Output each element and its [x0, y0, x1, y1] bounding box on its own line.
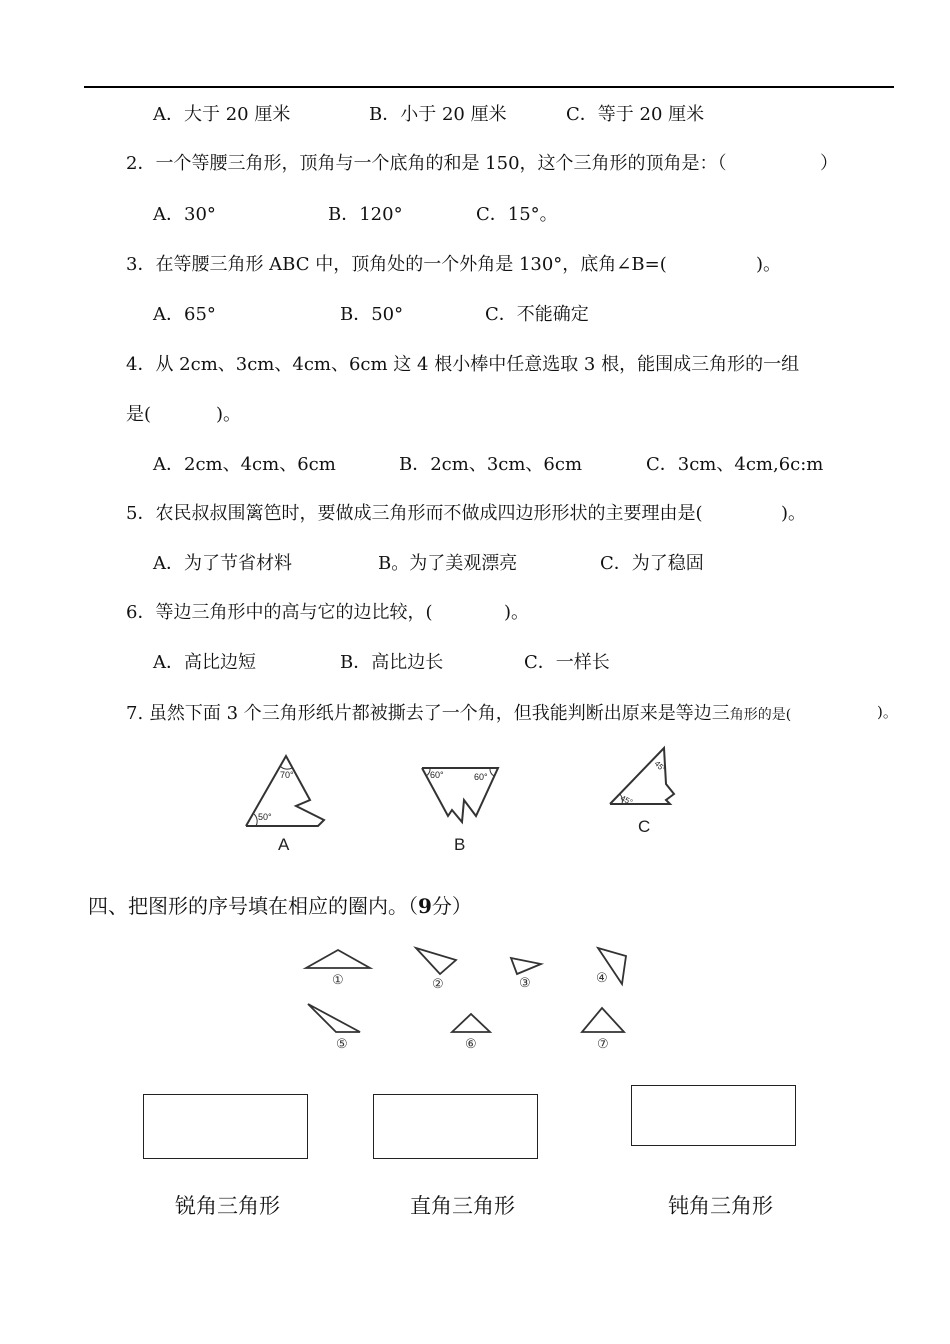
shape-7-triangle — [580, 1006, 630, 1052]
shape-5-label: ⑤ — [336, 1037, 348, 1052]
section-4-title-end: 分） — [431, 894, 472, 918]
shape-6-label: ⑥ — [465, 1037, 477, 1052]
q1-option-c: C．等于 20 厘米 — [566, 104, 705, 125]
q4-option-b: B．2cm、3cm、6cm — [399, 454, 583, 475]
q7-answer-close: )。 — [877, 703, 898, 721]
shape-2-label: ② — [432, 977, 444, 992]
shape-7-label: ⑦ — [597, 1037, 609, 1052]
shape-4-triangle — [592, 944, 632, 990]
torn-triangle-b — [418, 760, 508, 860]
fig-a-angle-bottom: 50° — [258, 812, 272, 822]
fig-a-angle-top: 70° — [280, 770, 294, 780]
q5-option-c: C．为了稳固 — [600, 553, 704, 574]
shape-5-triangle — [304, 1000, 366, 1052]
shape-1-label: ① — [332, 973, 344, 988]
right-triangle-label: 直角三角形 — [410, 1194, 515, 1218]
q5-option-a: A．为了节省材料 — [153, 553, 292, 574]
fig-b-angle-right: 60° — [474, 772, 488, 782]
q4-question: 4．从 2cm、3cm、4cm、6cm 这 4 根小棒中任意选取 3 根，能围成三角形的一组 — [126, 354, 800, 375]
fig-a-letter: A — [278, 835, 290, 854]
fig-b-angle-left: 60° — [430, 770, 444, 780]
q6-option-c: C．一样长 — [524, 652, 610, 673]
q1-option-a: A．大于 20 厘米 — [153, 104, 291, 125]
fig-c-letter: C — [638, 817, 651, 836]
q3-question: 3．在等腰三角形 ABC 中，顶角处的一个外角是 130°，底角∠B=( — [126, 254, 667, 275]
acute-triangle-box[interactable] — [143, 1094, 308, 1159]
q5-option-b: B。为了美观漂亮 — [378, 553, 518, 574]
fig-b-letter: B — [454, 835, 466, 854]
shape-6-triangle — [450, 1012, 494, 1052]
obtuse-triangle-label: 钝角三角形 — [668, 1194, 773, 1218]
q7-question-text: 7. 虽然下面 3 个三角形纸片都被撕去了一个角，但我能判断出原来是等边三 — [126, 703, 730, 724]
q7-question-small: 角形的是( — [729, 707, 792, 723]
shape-4-label: ④ — [596, 971, 608, 986]
q4-answer-close: )。 — [216, 404, 242, 425]
q5-answer-close: )。 — [781, 503, 807, 524]
q4-option-c: C．3cm、4cm,6c:m — [646, 454, 824, 475]
shape-2-triangle — [412, 944, 462, 992]
section-4-score: 9 — [418, 894, 432, 918]
q6-option-b: B．高比边长 — [340, 652, 444, 673]
section-4-title — [88, 890, 472, 919]
q3-option-a: A．65° — [153, 304, 216, 325]
q3-answer-close: )。 — [756, 254, 782, 275]
q5-question: 5．农民叔叔围篱笆时，要做成三角形而不做成四边形形状的主要理由是( — [126, 503, 703, 524]
q3-option-c: C．不能确定 — [485, 304, 589, 325]
q4-option-a: A．2cm、4cm、6cm — [153, 454, 336, 475]
q6-option-a: A．高比边短 — [153, 652, 256, 673]
q2-option-b: B．120° — [328, 204, 403, 225]
header-rule — [84, 86, 894, 88]
q4-question-cont: 是( — [126, 404, 152, 425]
q7-question — [126, 699, 791, 725]
torn-triangle-c — [604, 744, 684, 844]
shape-1-triangle — [304, 946, 374, 986]
q1-option-b: B．小于 20 厘米 — [369, 104, 507, 125]
torn-triangle-a — [240, 750, 330, 860]
q2-question: 2．一个等腰三角形，顶角与一个底角的和是 150，这个三角形的顶角是：（ — [126, 153, 727, 174]
q2-answer-close: ） — [820, 153, 838, 174]
shape-3-label: ③ — [519, 976, 531, 991]
q6-question: 6．等边三角形中的高与它的边比较，( — [126, 602, 433, 623]
fig-c-angle-top: 45° — [652, 759, 668, 774]
shape-3-triangle — [507, 954, 547, 994]
q2-option-c: C．15°。 — [476, 204, 558, 225]
q2-option-a: A．30° — [153, 204, 216, 225]
section-4-title-text: 四、把图形的序号填在相应的圈内。（ — [88, 894, 418, 918]
q6-answer-close: )。 — [504, 602, 530, 623]
right-triangle-box[interactable] — [373, 1094, 538, 1159]
fig-c-angle-bottom: 45° — [619, 793, 634, 807]
q3-option-b: B．50° — [340, 304, 404, 325]
obtuse-triangle-box[interactable] — [631, 1085, 796, 1146]
acute-triangle-label: 锐角三角形 — [175, 1194, 280, 1218]
